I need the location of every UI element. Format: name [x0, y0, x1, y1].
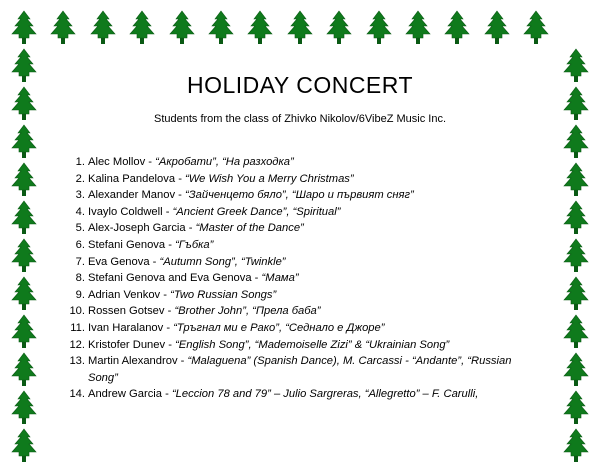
program-item — [66, 220, 526, 237]
program-item-separator: - — [175, 189, 186, 202]
program-item — [66, 303, 526, 320]
christmas-tree-icon — [10, 238, 38, 274]
program-item — [66, 187, 526, 204]
program-item-performer: Martin Alexandrov — [88, 355, 178, 368]
program-item-number: 9. — [75, 288, 85, 301]
program-item-number: 12. — [69, 338, 85, 351]
christmas-tree-icon — [10, 390, 38, 426]
program-item-works: “Мама” — [261, 272, 299, 285]
program-item-works: “Тръгнал ми е Рако”, “Седнало е Джоре” — [173, 321, 385, 334]
christmas-tree-icon — [562, 276, 590, 312]
christmas-tree-icon — [286, 10, 314, 46]
christmas-tree-icon — [246, 10, 274, 46]
christmas-tree-icon — [483, 10, 511, 46]
program-item-number: 7. — [75, 255, 85, 268]
program-item-separator: - — [175, 172, 186, 185]
program-item-works: “We Wish You a Merry Christmas” — [185, 172, 354, 185]
program-item-number: 8. — [75, 272, 85, 285]
christmas-tree-icon — [10, 10, 38, 46]
program-item-number: 10. — [69, 305, 85, 318]
christmas-tree-icon — [207, 10, 235, 46]
program-item-separator: - — [149, 255, 160, 268]
christmas-tree-icon — [49, 10, 77, 46]
page-subtitle: Students from the class of Zhivko Nikolov/6VibeZ Music Inc. — [153, 113, 447, 125]
program-item-separator: - — [160, 288, 171, 301]
program-item-separator: - — [165, 338, 176, 351]
christmas-tree-icon — [128, 10, 156, 46]
program-item-works: “Two Russian Songs” — [170, 288, 277, 301]
program-item-separator: - — [177, 355, 188, 368]
program-item-works: “Зайченцето бяло”, “Шаро и първият сняг” — [185, 189, 414, 202]
program-item — [66, 154, 526, 171]
program-item-performer: Andrew Garcia — [88, 388, 162, 401]
christmas-tree-icon — [522, 10, 550, 46]
program-item — [66, 254, 526, 271]
christmas-tree-icon — [168, 10, 196, 46]
christmas-tree-icon — [325, 10, 353, 46]
program-item — [66, 386, 526, 403]
christmas-tree-icon — [562, 200, 590, 236]
christmas-tree-icon — [562, 428, 590, 464]
christmas-tree-icon — [10, 428, 38, 464]
program-item-performer: Stefani Genova and Eva Genova — [88, 272, 252, 285]
program-item-performer: Alec Mollov — [88, 156, 146, 168]
program-item-performer: Ivan Haralanov — [88, 321, 164, 334]
christmas-tree-icon — [10, 352, 38, 388]
program-item-performer: Adrian Venkov — [88, 288, 161, 301]
program-item — [66, 171, 526, 188]
program-item-separator: - — [164, 305, 175, 318]
program-item-separator: - — [163, 321, 174, 334]
program-item — [66, 204, 526, 221]
program-item-works: “Ancient Greek Dance”, “Spiritual” — [172, 205, 341, 218]
page-title: HOLIDAY CONCERT — [186, 72, 414, 98]
program-item-number: 1. — [75, 156, 85, 168]
program-item-works: “Autumn Song”, “Twinkle” — [159, 255, 286, 268]
program-item-performer: Kristofer Dunev — [88, 338, 166, 351]
program-item-works: “Master of the Dance” — [195, 222, 304, 235]
christmas-tree-icon — [562, 390, 590, 426]
christmas-tree-icon — [10, 276, 38, 312]
program-item-separator: - — [162, 205, 173, 218]
christmas-tree-icon — [562, 124, 590, 160]
program-item-performer: Alexander Manov — [88, 189, 176, 202]
program-item-number: 5. — [75, 222, 85, 235]
program-item-performer: Alex-Joseph Garcia — [88, 222, 186, 235]
program-item-performer: Ivaylo Coldwell — [88, 205, 163, 218]
program-list — [66, 154, 526, 403]
program-item-works: “Brother John”, “Прела баба” — [174, 305, 321, 318]
program-item-number: 4. — [75, 205, 85, 218]
program-item — [66, 320, 526, 337]
program-item-works: “Malaguena” (Spanish Dance), M. Carcassi - “Andante”, “Russian Song” — [88, 355, 512, 384]
program-item-works: “Акробати”, “На разходка” — [155, 156, 294, 168]
christmas-tree-icon — [10, 314, 38, 350]
christmas-tree-icon — [89, 10, 117, 46]
program-item-number: 11. — [70, 321, 85, 334]
christmas-tree-icon — [365, 10, 393, 46]
program-item-number: 14. — [69, 388, 85, 401]
christmas-tree-icon — [562, 238, 590, 274]
program-item-performer: Stefani Genova — [88, 238, 166, 251]
christmas-tree-icon — [562, 162, 590, 198]
program-item-separator: - — [165, 238, 176, 251]
christmas-tree-icon — [562, 352, 590, 388]
program-item-performer: Eva Genova — [88, 255, 150, 268]
program-item-separator: - — [185, 222, 196, 235]
program-item-performer: Kalina Pandelova — [88, 172, 176, 185]
christmas-tree-icon — [443, 10, 471, 46]
program-item-number: 2. — [75, 172, 85, 185]
program-item-works: “Leccion 78 and 79” – Julio Sargreras, “Allegretto” – F. Carulli, — [171, 388, 479, 401]
christmas-tree-icon — [562, 314, 590, 350]
christmas-tree-icon — [10, 162, 38, 198]
program-item-number: 13. — [69, 355, 85, 368]
program-item — [66, 237, 526, 254]
christmas-tree-icon — [10, 200, 38, 236]
program-item-works: “Гъбка” — [175, 238, 214, 251]
program-item-separator: - — [251, 272, 262, 285]
program-item — [66, 337, 526, 354]
program-item-works: “English Song”, “Mademoiselle Zizi” & “Ukrainian Song” — [175, 338, 450, 351]
program-item — [66, 287, 526, 304]
program-item-number: 6. — [75, 238, 85, 251]
program-item-number: 3. — [75, 189, 85, 202]
program-item — [66, 353, 526, 386]
program-item-separator: - — [162, 388, 172, 401]
program-item-separator: - — [145, 156, 156, 168]
christmas-tree-icon — [404, 10, 432, 46]
program-item — [66, 270, 526, 287]
christmas-tree-icon — [10, 124, 38, 160]
program-item-performer: Rossen Gotsev — [88, 305, 165, 318]
